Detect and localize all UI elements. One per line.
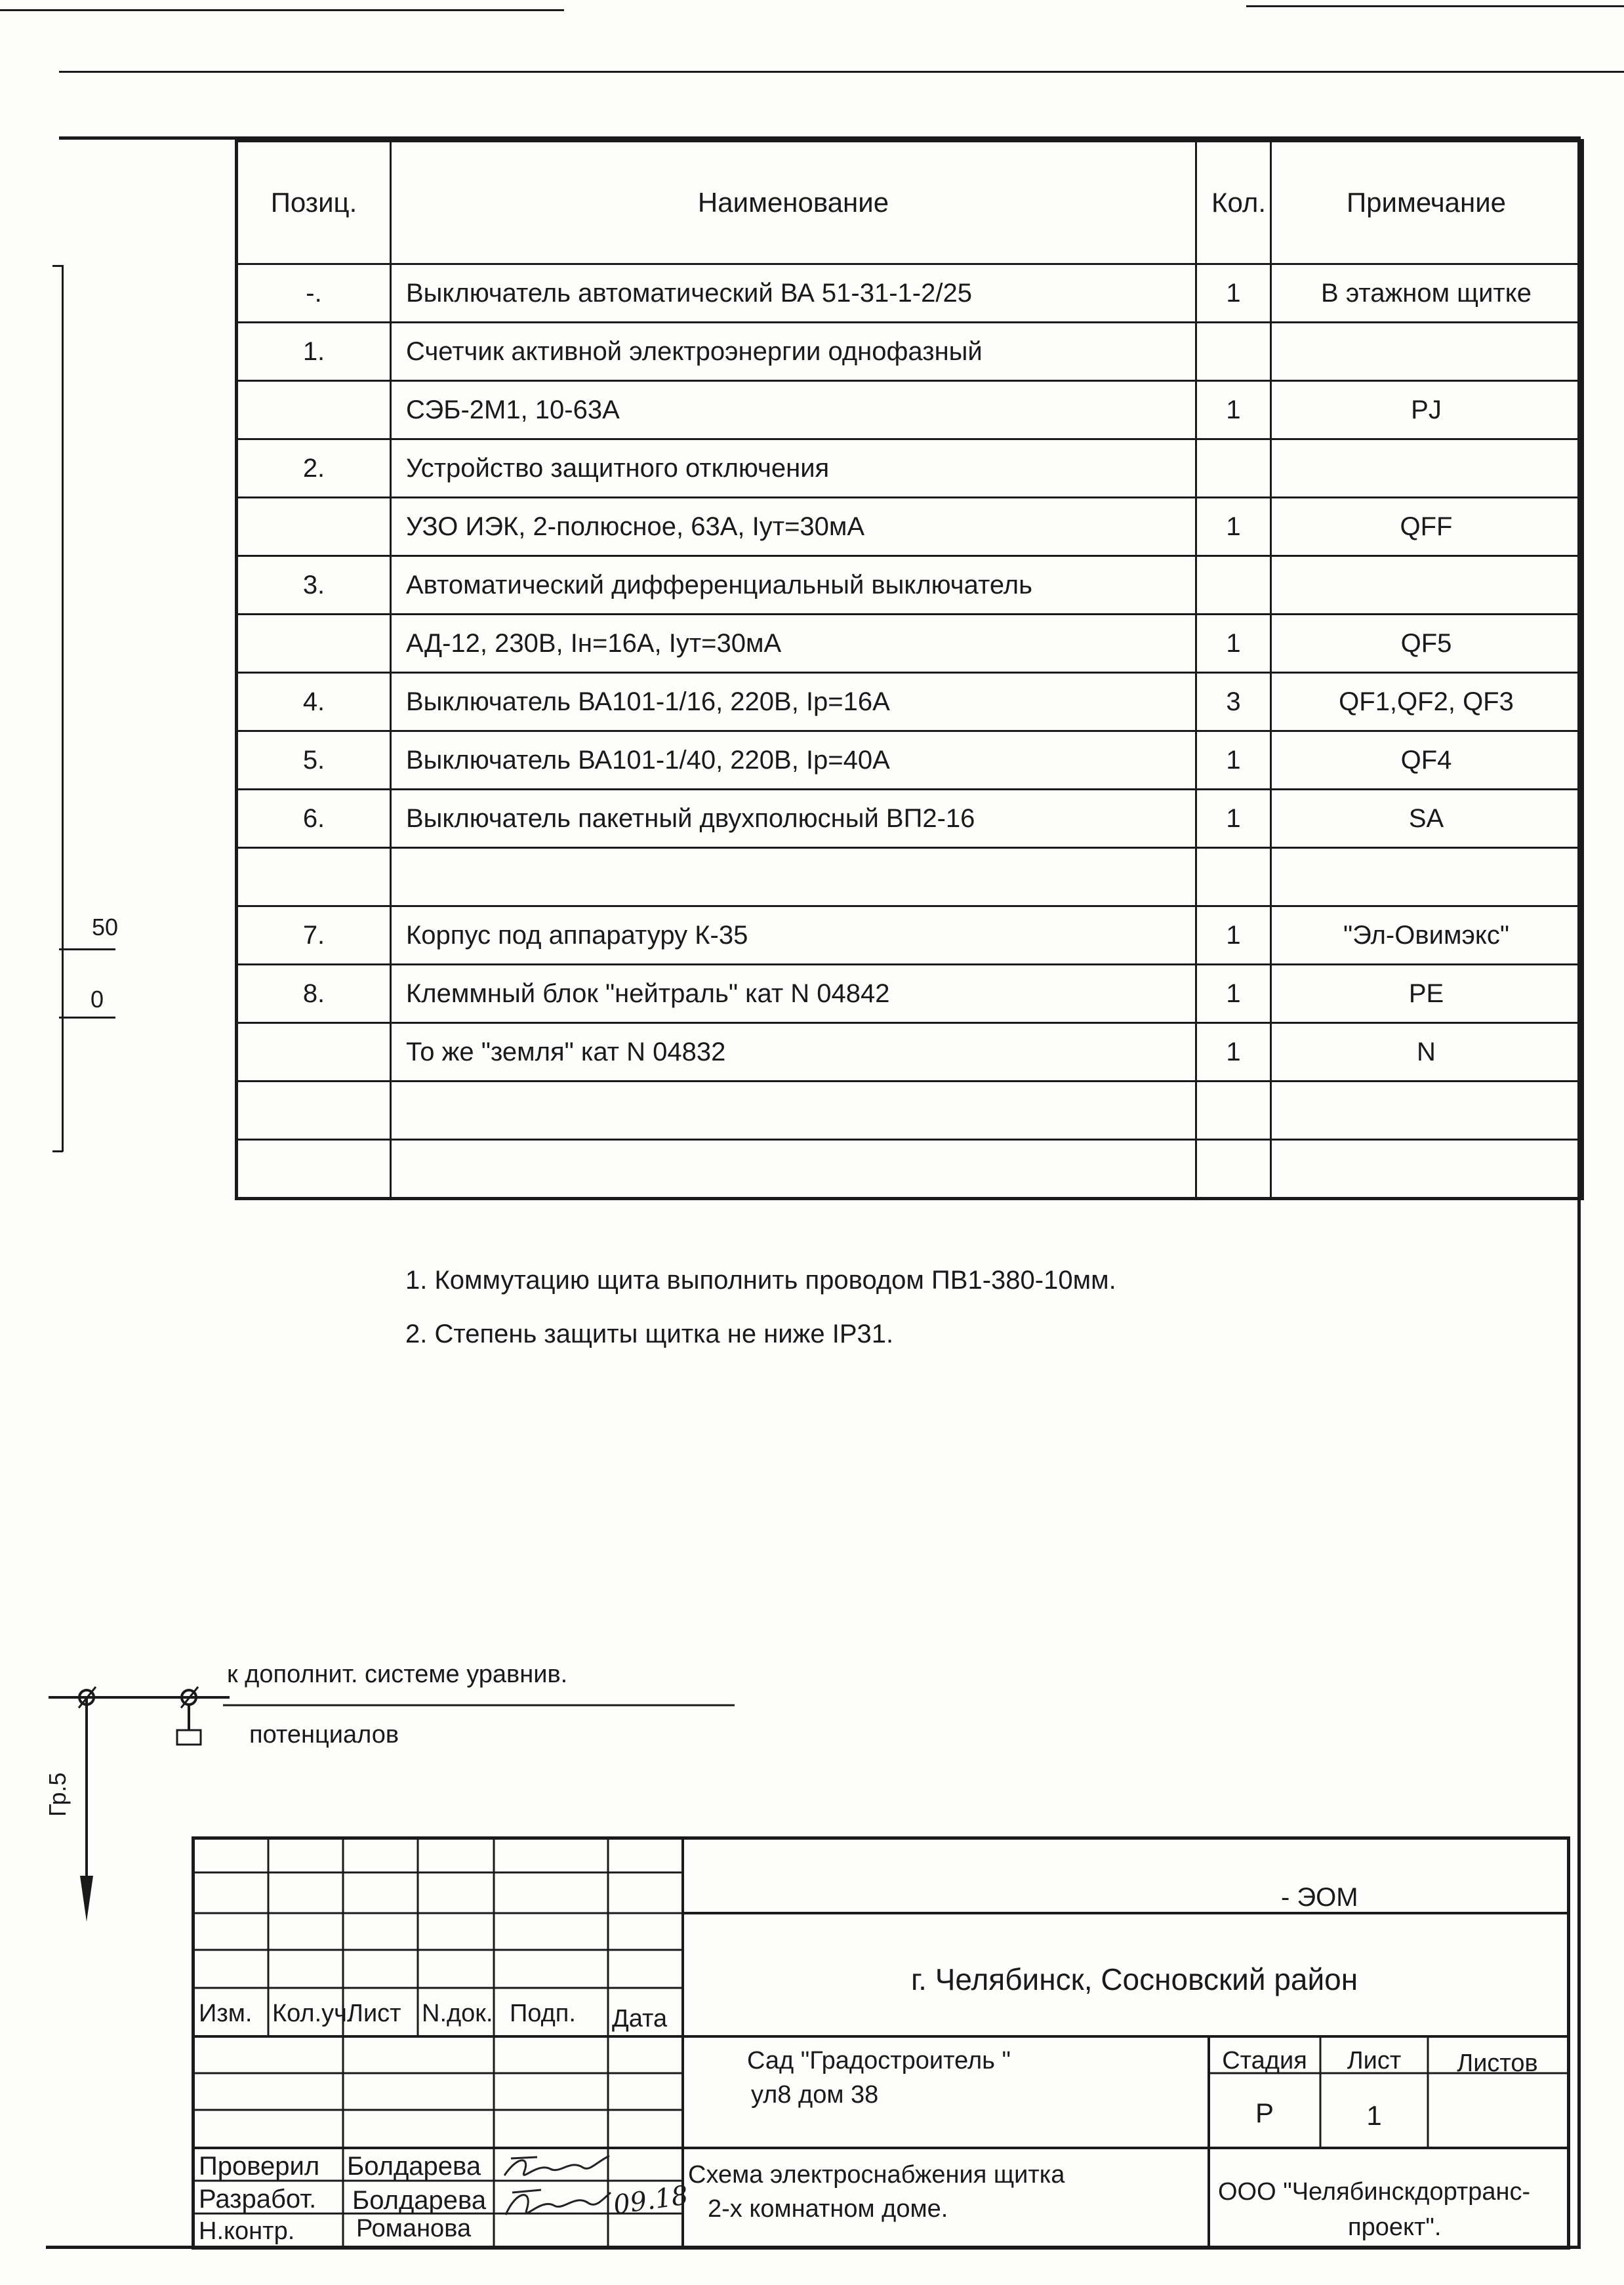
cell-pos xyxy=(237,381,391,439)
stage-value: Р xyxy=(1255,2097,1274,2128)
table-row xyxy=(237,906,1583,965)
cell-note xyxy=(1271,323,1583,381)
cell-qty: 3 xyxy=(1196,673,1271,731)
cell-note xyxy=(1271,439,1583,498)
tb-header-data: Дата xyxy=(612,2005,668,2032)
cell-name xyxy=(391,1140,1196,1199)
cell-qty xyxy=(1196,848,1271,906)
table-row xyxy=(237,790,1583,848)
left-margin-tick-bottom xyxy=(52,1150,63,1152)
left-margin-tick-top xyxy=(52,265,63,267)
sheet-top-edge xyxy=(59,71,1624,73)
cell-note: QF5 xyxy=(1271,615,1583,673)
norm-name: Романова xyxy=(356,2215,472,2242)
table-row xyxy=(237,1082,1583,1140)
tb-header-kol-uch: Кол.уч. xyxy=(272,2000,354,2027)
cell-name: УЗО ИЭК, 2-полюсное, 63А, Iут=30мА xyxy=(391,498,1196,556)
stage-label: Стадия xyxy=(1222,2047,1307,2074)
table-row xyxy=(237,498,1583,556)
table-row xyxy=(237,439,1583,498)
left-margin-bar xyxy=(62,265,64,1152)
equipotential-label-2: потенциалов xyxy=(249,1721,399,1749)
top-scan-line xyxy=(0,9,564,11)
tb-header-podp: Подп. xyxy=(510,2000,576,2027)
table-row xyxy=(237,673,1583,731)
scale-line-50 xyxy=(59,948,115,950)
cell-qty: 1 xyxy=(1196,615,1271,673)
table-row xyxy=(237,556,1583,615)
cell-pos: 2. xyxy=(237,439,391,498)
cell-pos xyxy=(237,1140,391,1199)
cell-qty xyxy=(1196,556,1271,615)
developed-name: Болдарева xyxy=(352,2186,487,2215)
cell-qty: 1 xyxy=(1196,965,1271,1023)
location: г. Челябинск, Сосновский район xyxy=(911,1962,1358,1996)
checked-label: Проверил xyxy=(199,2152,320,2181)
table-row xyxy=(237,381,1583,439)
drawing-title-2: 2-х комнатном доме. xyxy=(708,2195,948,2223)
top-scan-line-2 xyxy=(1246,5,1624,7)
sheet-label: Лист xyxy=(1347,2047,1402,2074)
cell-qty: 1 xyxy=(1196,790,1271,848)
norm-label: Н.контр. xyxy=(199,2217,295,2245)
cell-name: СЭБ-2М1, 10-63А xyxy=(391,381,1196,439)
sheets-label: Листов xyxy=(1457,2050,1538,2077)
cell-qty: 1 xyxy=(1196,731,1271,790)
table-row xyxy=(237,323,1583,381)
scale-line-0 xyxy=(59,1017,115,1019)
cell-name xyxy=(391,848,1196,906)
col-header-qty: Кол. xyxy=(1196,141,1271,264)
table-row xyxy=(237,264,1583,323)
cell-pos: 3. xyxy=(237,556,391,615)
table-row xyxy=(237,1023,1583,1082)
cell-pos: -. xyxy=(237,264,391,323)
cell-name: АД-12, 230В, Iн=16А, Iут=30мА xyxy=(391,615,1196,673)
note-1: 1. Коммутацию щита выполнить проводом ПВ1-380-10мм. xyxy=(405,1266,1116,1295)
scale-mark-50: 50 xyxy=(92,914,119,940)
cell-note: "Эл-Овимэкс" xyxy=(1271,906,1583,965)
cell-note: SA xyxy=(1271,790,1583,848)
cell-pos xyxy=(237,615,391,673)
table-row xyxy=(237,848,1583,906)
cell-qty xyxy=(1196,323,1271,381)
signature-developed xyxy=(498,2181,616,2227)
cell-name: Выключатель ВА101-1/40, 220В, Iр=40А xyxy=(391,731,1196,790)
ground-symbol xyxy=(177,1730,201,1745)
cell-note: PE xyxy=(1271,965,1583,1023)
cell-name: Устройство защитного отключения xyxy=(391,439,1196,498)
col-header-note: Примечание xyxy=(1271,141,1583,264)
cell-note xyxy=(1271,1082,1583,1140)
cell-note xyxy=(1271,848,1583,906)
cell-qty: 1 xyxy=(1196,1023,1271,1082)
drawing-title-1: Схема электроснабжения щитка xyxy=(688,2161,1065,2189)
company-line-1: ООО "Челябинскдортранс- xyxy=(1218,2178,1531,2206)
tb-header-ndok: N.док. xyxy=(422,2000,493,2027)
cell-qty: 1 xyxy=(1196,381,1271,439)
sheet-value: 1 xyxy=(1366,2100,1382,2131)
table-row xyxy=(237,731,1583,790)
cell-qty: 1 xyxy=(1196,906,1271,965)
group-arrow-head xyxy=(80,1876,93,1922)
cell-note: PJ xyxy=(1271,381,1583,439)
cell-pos xyxy=(237,848,391,906)
cell-pos xyxy=(237,1023,391,1082)
cell-pos: 4. xyxy=(237,673,391,731)
cell-name: Автоматический дифференциальный выключатель xyxy=(391,556,1196,615)
tb-header-izm: Изм. xyxy=(199,2000,253,2027)
cell-qty xyxy=(1196,1140,1271,1199)
doc-code: - ЭОМ xyxy=(1281,1883,1358,1912)
cell-name xyxy=(391,1082,1196,1140)
cell-note xyxy=(1271,556,1583,615)
title-block xyxy=(192,1836,1570,2250)
cell-note: N xyxy=(1271,1023,1583,1082)
cell-pos: 1. xyxy=(237,323,391,381)
cell-name: То же "земля" кат N 04832 xyxy=(391,1023,1196,1082)
col-header-pos: Позиц. xyxy=(237,141,391,264)
cell-note xyxy=(1271,1140,1583,1199)
company-line-2: проект". xyxy=(1348,2214,1442,2241)
cell-note: QF1,QF2, QF3 xyxy=(1271,673,1583,731)
tb-header-list: Лист xyxy=(347,2000,401,2027)
developed-label: Разработ. xyxy=(199,2185,317,2214)
cell-pos xyxy=(237,498,391,556)
cell-note: QF4 xyxy=(1271,731,1583,790)
cell-qty: 1 xyxy=(1196,264,1271,323)
cell-name: Выключатель ВА101-1/16, 220В, Iр=16А xyxy=(391,673,1196,731)
handwritten-date: 09.18 xyxy=(611,2180,691,2221)
col-header-name: Наименование xyxy=(391,141,1196,264)
table-row xyxy=(237,1140,1583,1199)
cell-name: Корпус под аппаратуру К-35 xyxy=(391,906,1196,965)
cell-name: Выключатель пакетный двухполюсный ВП2-16 xyxy=(391,790,1196,848)
scale-mark-0: 0 xyxy=(91,986,104,1013)
table-row xyxy=(237,615,1583,673)
cell-pos: 5. xyxy=(237,731,391,790)
cell-pos: 6. xyxy=(237,790,391,848)
checked-name: Болдарева xyxy=(347,2152,481,2181)
cell-qty xyxy=(1196,439,1271,498)
cell-pos xyxy=(237,1082,391,1140)
table-row xyxy=(237,965,1583,1023)
object-line-2: ул8 дом 38 xyxy=(751,2081,879,2109)
cell-note: QFF xyxy=(1271,498,1583,556)
cell-name: Клеммный блок "нейтраль" кат N 04842 xyxy=(391,965,1196,1023)
spec-table xyxy=(235,139,1584,1200)
spec-table-header xyxy=(237,141,1583,264)
cell-note: В этажном щитке xyxy=(1271,264,1583,323)
cell-qty: 1 xyxy=(1196,498,1271,556)
note-2: 2. Степень защиты щитка не ниже IP31. xyxy=(405,1320,894,1348)
cell-name: Счетчик активной электроэнергии однофазный xyxy=(391,323,1196,381)
cell-pos: 7. xyxy=(237,906,391,965)
group-label: Гр.5 xyxy=(44,1772,71,1817)
cell-name: Выключатель автоматический ВА 51-31-1-2/25 xyxy=(391,264,1196,323)
cell-qty xyxy=(1196,1082,1271,1140)
equipotential-label-1: к дополнит. системе уравнив. xyxy=(227,1661,568,1688)
cell-pos: 8. xyxy=(237,965,391,1023)
object-line-1: Сад "Градостроитель " xyxy=(747,2047,1011,2074)
